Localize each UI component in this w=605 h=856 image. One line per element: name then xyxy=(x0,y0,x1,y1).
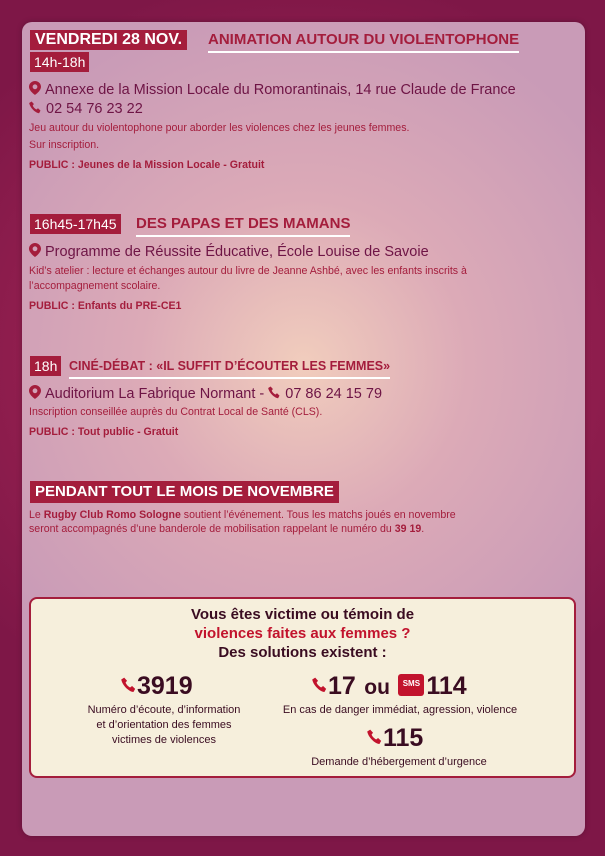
help-line3: Des solutions existent : xyxy=(218,644,387,661)
desc-line: victimes de violences xyxy=(112,734,216,746)
event-title: CINÉ-DÉBAT : «IL SUFFIT D’ÉCOUTER LES FEMMES» xyxy=(69,356,390,379)
event-public: PUBLIC : Jeunes de la Mission Locale - Gratuit xyxy=(29,159,265,171)
sms-number: 114 xyxy=(426,672,467,700)
phone-icon xyxy=(29,101,42,114)
helpline-3919 xyxy=(121,672,193,701)
sms-icon xyxy=(398,674,424,696)
event-time-tag: 18h xyxy=(30,356,61,376)
month-text-line1 xyxy=(29,508,456,522)
help-line2: violences faites aux femmes ? xyxy=(194,625,411,642)
event-time-tag: 16h45-17h45 xyxy=(30,214,121,234)
help-line1: Vous êtes victime ou témoin de xyxy=(190,606,415,623)
month-text-prefix: Le xyxy=(29,509,44,521)
event-date-tag: VENDREDI 28 NOV. xyxy=(30,30,187,50)
event-registration: Sur inscription. xyxy=(29,139,100,151)
event-phone-text: 07 86 24 15 79 xyxy=(285,386,383,402)
sms-label: SMS xyxy=(402,679,421,688)
location-pin-icon xyxy=(29,243,41,257)
phone-icon xyxy=(312,674,328,696)
event-description: Kid’s atelier : lecture et échanges autour du livre de Jeanne Ashbé, avec les enfants inscrits à xyxy=(29,265,467,277)
helpline-number: 39 19 xyxy=(394,523,422,535)
helpline-17-desc: En cas de danger immédiat, agression, violence xyxy=(282,704,518,716)
month-text-suffix: soutient l’événement. Tous les matchs joués en novembre xyxy=(180,509,456,521)
phone-icon xyxy=(121,674,137,696)
month-section-title: PENDANT TOUT LE MOIS DE NOVEMBRE xyxy=(30,481,339,503)
event-location xyxy=(29,243,429,260)
event-phone xyxy=(29,101,143,117)
helpline-number: 3919 xyxy=(137,672,193,700)
helpline-3919-desc xyxy=(64,703,264,748)
month-text-line2 xyxy=(29,522,424,536)
event-public: PUBLIC : Tout public - Gratuit xyxy=(29,426,179,438)
month-text-prefix: seront accompagnés d’une banderole de mobilisation rappelant le numéro du xyxy=(29,523,395,535)
helpline-115 xyxy=(367,724,423,753)
phone-icon xyxy=(268,386,281,399)
phone-icon xyxy=(367,726,383,748)
police-number: 17 xyxy=(328,672,356,700)
rugby-club-name: Rugby Club Romo Sologne xyxy=(43,509,181,521)
event-location-text: Programme de Réussite Éducative, École Louise de Savoie xyxy=(45,244,429,260)
event-title: ANIMATION AUTOUR DU VIOLENTOPHONE xyxy=(208,30,519,53)
shelter-number: 115 xyxy=(383,724,424,752)
event-location-text: Auditorium La Fabrique Normant - xyxy=(45,386,269,402)
helpline-17-114 xyxy=(312,672,467,701)
event-phone-text: 02 54 76 23 22 xyxy=(46,101,143,117)
event-title: DES PAPAS ET DES MAMANS xyxy=(136,214,350,237)
event-public: PUBLIC : Enfants du PRE-CE1 xyxy=(29,300,182,312)
or-text: ou xyxy=(364,676,390,699)
desc-line: et d’orientation des femmes xyxy=(96,719,232,731)
location-pin-icon xyxy=(29,81,41,95)
event-location xyxy=(29,385,382,402)
desc-line: Numéro d’écoute, d’information xyxy=(87,704,241,716)
event-description: Jeu autour du violentophone pour aborder les violences chez les jeunes femmes. xyxy=(29,122,410,134)
event-time-tag: 14h-18h xyxy=(30,52,89,72)
event-description-cont: l’accompagnement scolaire. xyxy=(29,280,161,292)
event-location xyxy=(29,81,516,98)
location-pin-icon xyxy=(29,385,41,399)
event-location-text: Annexe de la Mission Locale du Romorantinais, 14 rue Claude de France xyxy=(45,82,516,98)
month-text-suffix: . xyxy=(421,523,425,535)
helpline-115-desc: Demande d’hébergement d’urgence xyxy=(311,756,487,768)
event-description: Inscription conseillée auprès du Contrat Local de Santé (CLS). xyxy=(29,406,323,418)
